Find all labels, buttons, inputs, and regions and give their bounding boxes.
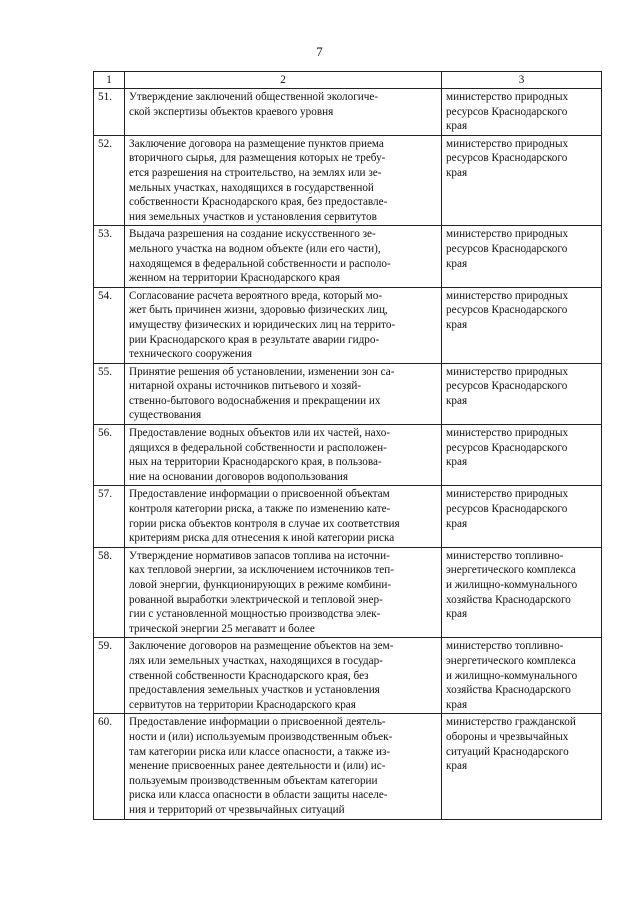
service-description-line: гории риска объектов контроля в случае их соответствия	[129, 517, 400, 530]
service-description	[125, 547, 442, 638]
responsible-body-line: хозяйства Краснодарского	[446, 593, 571, 606]
page-number: 7	[316, 44, 323, 59]
responsible-body-line: министерство природных	[446, 228, 569, 241]
responsible-body-line: края	[446, 394, 468, 407]
responsible-body-line: ресурсов Краснодарского	[446, 304, 568, 317]
service-description-line: собственности Краснодарского края, без предоставле-	[129, 196, 388, 209]
responsible-body-line: министерство топливно-	[446, 640, 564, 653]
column-header-responsible: 3	[442, 72, 602, 89]
table-row	[94, 486, 602, 547]
service-description-line: Предоставление информации о присвоенной деятель-	[129, 716, 386, 729]
service-description-line: ния и территорий от чрезвычайных ситуаций	[129, 803, 345, 816]
responsible-body	[442, 547, 602, 638]
service-description-line: ется разрешения на строительство, на землях или зе-	[129, 166, 382, 179]
service-description-line: ных на территории Краснодарского края, в пользова-	[129, 456, 382, 469]
responsible-body-line: министерство природных	[446, 427, 569, 440]
responsible-body-line: ресурсов Краснодарского	[446, 242, 568, 255]
responsible-body-line: хозяйства Краснодарского	[446, 684, 571, 697]
table-row	[94, 226, 602, 287]
service-description-line: дящихся в федеральной собственности и расположен-	[129, 441, 387, 454]
responsible-body-line: края	[446, 698, 468, 711]
responsible-body-line: и жилищно-коммунального	[446, 579, 578, 591]
responsible-body-line: ситуаций Краснодарского	[446, 745, 569, 758]
service-description-line: гии с установленной мощностью производства элек-	[129, 608, 381, 621]
service-description-line: Предоставление информации о присвоенной объектам	[129, 488, 390, 501]
responsible-body-line: министерство природных	[446, 137, 569, 150]
row-number: 54.	[94, 287, 125, 363]
service-description-line: рованной выработки электрической и тепловой энер-	[129, 593, 383, 606]
service-description-line: ние на основании договоров водопользования	[129, 470, 349, 483]
service-description-line: менение присвоенных ранее деятельности и (или) ис-	[129, 760, 386, 773]
services-table	[93, 71, 602, 820]
service-description-line: женном на территории Краснодарского края	[129, 272, 341, 285]
responsible-body-line: обороны и чрезвычайных	[446, 730, 569, 743]
responsible-body-line: министерство природных	[446, 488, 569, 501]
responsible-body-line: края	[446, 456, 468, 469]
responsible-body-line: ресурсов Краснодарского	[446, 503, 568, 516]
responsible-body	[442, 135, 602, 226]
service-description	[125, 89, 442, 136]
table-row	[94, 363, 602, 424]
responsible-body-line: ресурсов Краснодарского	[446, 152, 568, 165]
table-row	[94, 89, 602, 136]
responsible-body-line: края	[446, 608, 468, 621]
responsible-body-line: края	[446, 517, 468, 530]
responsible-body	[442, 638, 602, 714]
responsible-body	[442, 425, 602, 486]
service-description-line: ловой энергии, функционирующих в режиме комбини-	[129, 579, 392, 591]
service-description-line: ния земельных участков и установления сервитутов	[129, 210, 377, 223]
service-description-line: вторичного сырья, для размещения которых не требу-	[129, 152, 386, 165]
service-description-line: Утверждение нормативов запасов топлива на источни-	[129, 549, 390, 562]
service-description-line: мельных участках, находящихся в государственной	[129, 181, 374, 194]
service-description-line: там категории риска или классе опасности, а также из-	[129, 745, 391, 758]
service-description-line: находящемся в федеральной собственности и располо-	[129, 257, 391, 270]
service-description-line: контроля категории риска, а также по изменению кате-	[129, 503, 391, 516]
row-number: 52.	[94, 135, 125, 226]
service-description-line: ках тепловой энергии, за исключением источников теп-	[129, 564, 394, 577]
service-description-line: Принятие решения об установлении, изменении зон са-	[129, 365, 395, 378]
service-description	[125, 363, 442, 424]
responsible-body-line: края	[446, 760, 468, 773]
service-description	[125, 638, 442, 714]
service-description-line: ской экспертизы объектов краевого уровня	[129, 105, 334, 118]
table-row	[94, 547, 602, 638]
responsible-body	[442, 486, 602, 547]
service-description	[125, 486, 442, 547]
service-description-line: Согласование расчета вероятного вреда, который мо-	[129, 289, 383, 302]
service-description-line: технического сооружения	[129, 348, 252, 361]
responsible-body	[442, 714, 602, 819]
service-description-line: мельного участка на водном объекте (или его части),	[129, 242, 381, 255]
responsible-body-line: края	[446, 257, 468, 270]
responsible-body-line: и жилищно-коммунального	[446, 669, 578, 682]
responsible-body	[442, 287, 602, 363]
service-description-line: Заключение договора на размещение пунктов приема	[129, 137, 384, 150]
service-description-line: критериям риска для отнесения к иной категории риска	[129, 532, 395, 545]
responsible-body-line: министерство природных	[446, 289, 569, 302]
responsible-body-line: энергетического комплекса	[446, 564, 576, 577]
responsible-body-line: энергетического комплекса	[446, 654, 576, 667]
responsible-body-line: министерство топливно-	[446, 549, 564, 562]
responsible-body-line: края	[446, 318, 468, 331]
service-description-line: риска или класса опасности в области защиты населе-	[129, 789, 388, 802]
row-number: 51.	[94, 89, 125, 136]
table-header-row	[94, 72, 602, 89]
responsible-body	[442, 226, 602, 287]
responsible-body-line: ресурсов Краснодарского	[446, 105, 568, 118]
column-header-number: 1	[94, 72, 125, 89]
row-number: 60.	[94, 714, 125, 819]
table-row	[94, 425, 602, 486]
service-description-line: нитарной охраны источников питьевого и хозяй-	[129, 380, 362, 393]
service-description-line: Выдача разрешения на создание искусственного зе-	[129, 228, 376, 241]
row-number: 58.	[94, 547, 125, 638]
service-description	[125, 287, 442, 363]
table-row	[94, 287, 602, 363]
row-number: 59.	[94, 638, 125, 714]
row-number: 55.	[94, 363, 125, 424]
responsible-body-line: ресурсов Краснодарского	[446, 441, 568, 454]
service-description	[125, 425, 442, 486]
service-description-line: сервитутов на территории Краснодарского края	[129, 698, 356, 711]
service-description-line: рии Краснодарского края в результате аварии гидро-	[129, 333, 380, 346]
table-row	[94, 135, 602, 226]
service-description-line: предоставления земельных участков и установления	[129, 684, 380, 697]
column-header-service: 2	[125, 72, 442, 89]
service-description-line: Заключение договоров на размещение объектов на зем-	[129, 640, 394, 653]
responsible-body-line: министерство гражданской	[446, 716, 576, 729]
service-description-line: Предоставление водных объектов или их частей, нахо-	[129, 427, 391, 440]
service-description-line: ственной собственности Краснодарского края, без	[129, 669, 369, 682]
responsible-body-line: ресурсов Краснодарского	[446, 380, 568, 393]
service-description-line: ности и (или) используемым производственным объек-	[129, 730, 393, 743]
service-description-line: жет быть причинен жизни, здоровью физических лиц,	[129, 304, 388, 317]
service-description	[125, 135, 442, 226]
service-description-line: существования	[129, 409, 202, 422]
table-row	[94, 714, 602, 819]
row-number: 57.	[94, 486, 125, 547]
service-description-line: лях или земельных участках, находящихся в государ-	[129, 654, 383, 667]
service-description-line: Утверждение заключений общественной экологиче-	[129, 91, 379, 103]
service-description-line: имуществу физических и юридических лиц на террито-	[129, 318, 396, 331]
service-description	[125, 714, 442, 819]
service-description-line: ственно-бытового водоснабжения и прекращении их	[129, 394, 381, 407]
responsible-body-line: края	[446, 166, 468, 179]
service-description-line: пользуемым производственным объектам категории	[129, 774, 378, 787]
service-description	[125, 226, 442, 287]
responsible-body	[442, 363, 602, 424]
table-row	[94, 638, 602, 714]
service-description-line: трической энергии 25 мегаватт и более	[129, 622, 315, 635]
responsible-body-line: министерство природных	[446, 91, 569, 103]
row-number: 56.	[94, 425, 125, 486]
responsible-body	[442, 89, 602, 136]
row-number: 53.	[94, 226, 125, 287]
responsible-body-line: министерство природных	[446, 365, 569, 378]
responsible-body-line: края	[446, 120, 468, 133]
